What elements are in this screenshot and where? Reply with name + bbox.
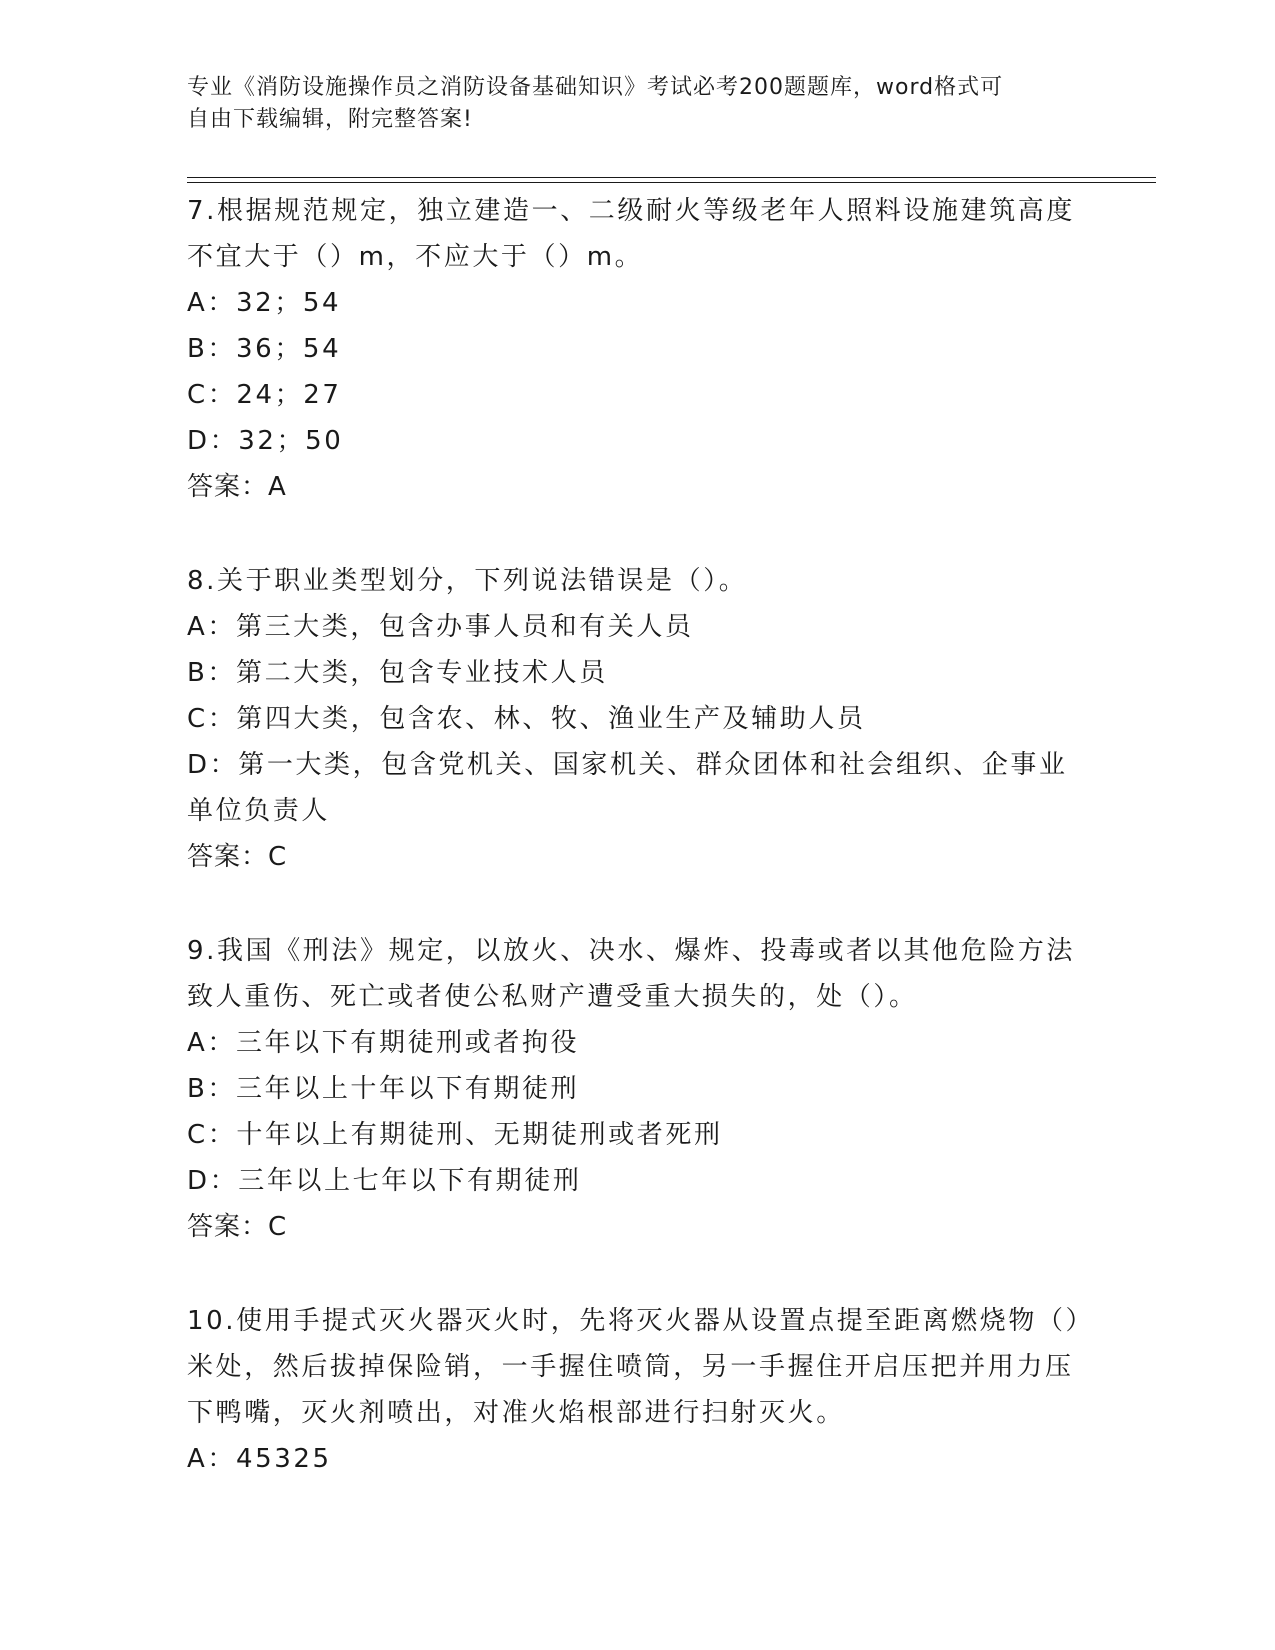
document-header bbox=[187, 72, 1087, 136]
answer: 答案：C bbox=[187, 842, 288, 872]
question-text: 9.我国《刑法》规定，以放火、决水、爆炸、投毒或者以其他危险方法致人重伤、死亡或者使公私财产遭受重大损失的，处（）。 bbox=[187, 936, 1076, 1012]
option-d: D：32；50 bbox=[187, 426, 344, 456]
option-c: C：十年以上有期徒刑、无期徒刑或者死刑 bbox=[187, 1120, 723, 1150]
answer: 答案：C bbox=[187, 1212, 288, 1242]
option-c: C：第四大类，包含农、林、牧、渔业生产及辅助人员 bbox=[187, 704, 866, 734]
option-b: B：第二大类，包含专业技术人员 bbox=[187, 658, 608, 688]
option-a: A：第三大类，包含办事人员和有关人员 bbox=[187, 612, 694, 642]
option-c: C：24；27 bbox=[187, 380, 342, 410]
question-text: 10.使用手提式灭火器灭火时，先将灭火器从设置点提至距离燃烧物（）米处，然后拔掉保险销，一手握住喷筒，另一手握住开启压把并用力压下鸭嘴，灭火剂喷出，对准火焰根部进行扫射灭火。 bbox=[187, 1306, 1082, 1428]
option-b: B：三年以上十年以下有期徒刑 bbox=[187, 1074, 580, 1104]
header-divider-bottom bbox=[187, 182, 1156, 183]
spacer bbox=[187, 1250, 1087, 1298]
header-line-2: 自由下载编辑，附完整答案! bbox=[187, 107, 473, 132]
question-text: 8.关于职业类型划分，下列说法错误是（）。 bbox=[187, 566, 748, 596]
question-list bbox=[187, 188, 1087, 1482]
question-text: 7.根据规范规定，独立建造一、二级耐火等级老年人照料设施建筑高度不宜大于（）m，不应大于（）m。 bbox=[187, 196, 1076, 272]
option-d: D：第一大类，包含党机关、国家机关、群众团体和社会组织、企事业单位负责人 bbox=[187, 750, 1068, 826]
header-divider-top bbox=[187, 177, 1156, 178]
question-8 bbox=[187, 558, 1087, 880]
option-b: B：36；54 bbox=[187, 334, 342, 364]
option-a: A：三年以下有期徒刑或者拘役 bbox=[187, 1028, 580, 1058]
question-9 bbox=[187, 928, 1087, 1250]
spacer bbox=[187, 510, 1087, 558]
question-7 bbox=[187, 188, 1087, 510]
answer: 答案：A bbox=[187, 472, 287, 502]
question-10 bbox=[187, 1298, 1087, 1482]
option-a: A：45325 bbox=[187, 1444, 332, 1474]
header-line-1: 专业《消防设施操作员之消防设备基础知识》考试必考200题题库，word格式可 bbox=[187, 75, 1004, 100]
option-a: A：32；54 bbox=[187, 288, 342, 318]
option-d: D：三年以上七年以下有期徒刑 bbox=[187, 1166, 582, 1196]
spacer bbox=[187, 880, 1087, 928]
